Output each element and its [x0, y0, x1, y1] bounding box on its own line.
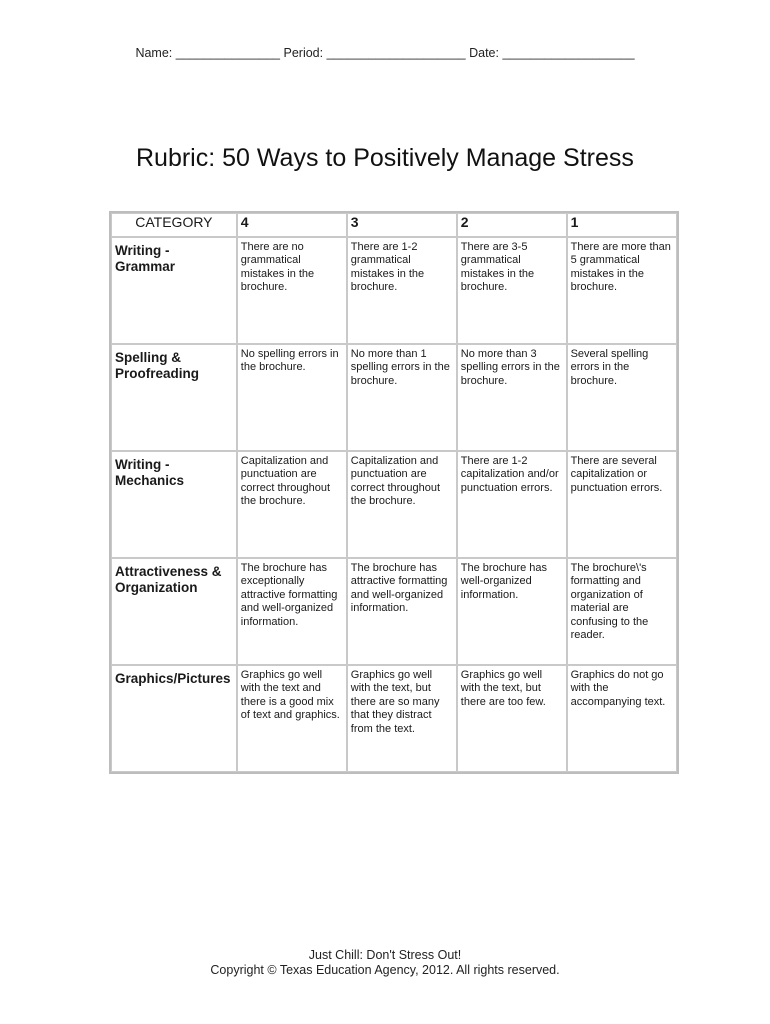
table-row [111, 665, 677, 772]
table-cell: There are more than 5 grammatical mistakes in the brochure. [567, 237, 677, 344]
header-category: CATEGORY [111, 213, 237, 237]
table-cell: Graphics go well with the text, but there are too few. [457, 665, 567, 772]
page-title: Rubric: 50 Ways to Positively Manage Stress [136, 144, 634, 172]
table-cell: The brochure\'s formatting and organization of material are confusing to the reader. [567, 558, 677, 665]
table-header-row [111, 213, 677, 237]
row-category: Graphics/Pictures [111, 665, 237, 772]
table-cell: Capitalization and punctuation are correct throughout the brochure. [347, 451, 457, 558]
row-category: Attractiveness & Organization [111, 558, 237, 665]
table-cell: No spelling errors in the brochure. [237, 344, 347, 451]
table-cell: No more than 3 spelling errors in the brochure. [457, 344, 567, 451]
header-score-1: 1 [567, 213, 677, 237]
rubric-table [109, 211, 679, 774]
table-cell: No more than 1 spelling errors in the brochure. [347, 344, 457, 451]
table-row [111, 451, 677, 558]
table-row [111, 558, 677, 665]
footer-copyright: Copyright © Texas Education Agency, 2012. All rights reserved. [210, 963, 560, 977]
table-row [111, 344, 677, 451]
period-field: Period: ____________________ [283, 46, 466, 60]
date-field: Date: ___________________ [469, 46, 635, 60]
table-cell: There are no grammatical mistakes in the brochure. [237, 237, 347, 344]
header-score-4: 4 [237, 213, 347, 237]
row-category: Writing - Mechanics [111, 451, 237, 558]
row-category: Writing - Grammar [111, 237, 237, 344]
table-cell: The brochure has attractive formatting and well-organized information. [347, 558, 457, 665]
name-field: Name: _______________ [135, 46, 281, 60]
table-cell: Graphics go well with the text and there is a good mix of text and graphics. [237, 665, 347, 772]
table-cell: Graphics do not go with the accompanying text. [567, 665, 677, 772]
table-cell: There are 3-5 grammatical mistakes in the brochure. [457, 237, 567, 344]
footer-tagline: Just Chill: Don't Stress Out! [308, 948, 462, 962]
table-cell: Several spelling errors in the brochure. [567, 344, 677, 451]
table-cell: The brochure has exceptionally attractive formatting and well-organized information. [237, 558, 347, 665]
table-cell: Capitalization and punctuation are correct throughout the brochure. [237, 451, 347, 558]
table-cell: There are 1-2 grammatical mistakes in the brochure. [347, 237, 457, 344]
header-score-2: 2 [457, 213, 567, 237]
row-category: Spelling & Proofreading [111, 344, 237, 451]
table-cell: Graphics go well with the text, but there are so many that they distract from the text. [347, 665, 457, 772]
table-cell: The brochure has well-organized information. [457, 558, 567, 665]
table-cell: There are 1-2 capitalization and/or punctuation errors. [457, 451, 567, 558]
student-info-line [0, 46, 770, 60]
table-cell: There are several capitalization or punctuation errors. [567, 451, 677, 558]
header-score-3: 3 [347, 213, 457, 237]
table-row [111, 237, 677, 344]
page-footer [0, 948, 770, 978]
